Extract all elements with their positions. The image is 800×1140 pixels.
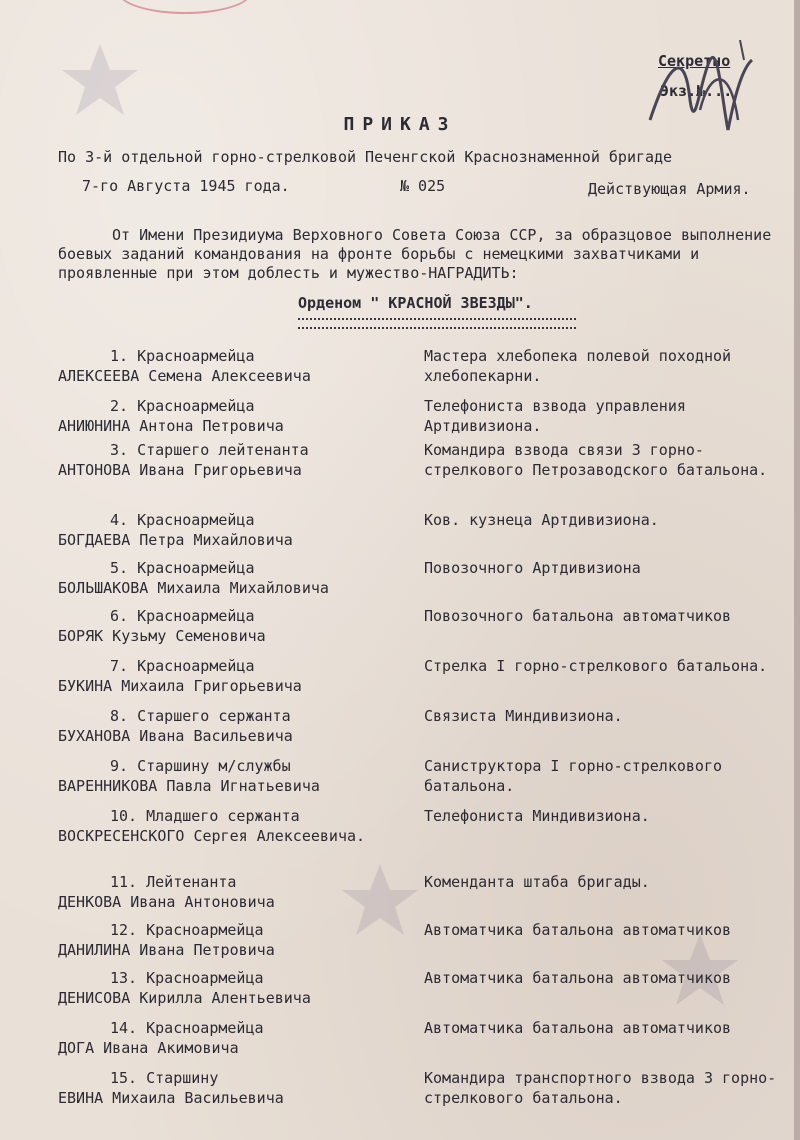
awardee-position: Телефониста взвода управления Артдивизиона. bbox=[424, 397, 686, 435]
awardee-identity bbox=[58, 872, 418, 912]
awardee-name: АЛЕКСЕЕВА Семена Алексеевича bbox=[58, 367, 311, 385]
awardee-identity bbox=[58, 806, 418, 846]
awardee-identity bbox=[58, 396, 418, 436]
awardee-position: Автоматчика батальона автоматчиков bbox=[424, 969, 732, 987]
awardee-identity bbox=[58, 510, 418, 550]
awardee-rank: 1. Красноармейца bbox=[110, 347, 255, 365]
awardee-rank: 4. Красноармейца bbox=[110, 511, 255, 529]
awardee-identity bbox=[58, 1018, 418, 1058]
awardee-rank: 12. Красноармейца bbox=[110, 921, 264, 939]
awardee-position: Командира взвода связи 3 горно-стрелкового Петрозаводского батальона. bbox=[424, 441, 768, 479]
awardee-name: БОЛЬШАКОВА Михаила Михайловича bbox=[58, 579, 329, 597]
army-line: Действующая Армия. bbox=[588, 180, 751, 198]
awardee-position: Связиста Миндивизиона. bbox=[424, 707, 623, 725]
awardee-rank: 14. Красноармейца bbox=[110, 1019, 264, 1037]
awardee-identity bbox=[58, 756, 418, 796]
awardee-name: АНИЮНИНА Антона Петровича bbox=[58, 417, 284, 435]
awardee-rank: 9. Старшину м/службы bbox=[110, 757, 291, 775]
awardee-position: Телефониста Миндивизиона. bbox=[424, 807, 650, 825]
awardee-identity bbox=[58, 346, 418, 386]
watermark-star-icon bbox=[60, 40, 140, 120]
awardee-position: Стрелка I горно-стрелкового батальона. bbox=[424, 657, 768, 675]
awardee-rank: 15. Старшину bbox=[110, 1069, 219, 1087]
order-award-title: Орденом " КРАСНОЙ ЗВЕЗДЫ". bbox=[298, 294, 533, 312]
awardee-position: Командира транспортного взвода 3 горно-стрелкового батальона. bbox=[424, 1069, 777, 1107]
awardee-name: БУХАНОВА Ивана Васильевича bbox=[58, 727, 293, 745]
awardee-name: БУКИНА Михаила Григорьевича bbox=[58, 677, 302, 695]
unit-line: По 3-й отдельной горно-стрелковой Печенгской Краснознаменной бригаде bbox=[58, 148, 673, 166]
awardee-position: Ков. кузнеца Артдивизиона. bbox=[424, 511, 659, 529]
awardee-name: ДОГА Ивана Акимовича bbox=[58, 1039, 239, 1057]
awardee-position: Автоматчика батальона автоматчиков bbox=[424, 1019, 732, 1037]
secrecy-mark: Секретно bbox=[658, 52, 731, 70]
awardee-name: ДЕНИСОВА Кирилла Алентьевича bbox=[58, 989, 311, 1007]
awardee-position: Мастера хлебопека полевой походной хлебопекарни. bbox=[424, 347, 732, 385]
awardee-identity bbox=[58, 968, 418, 1008]
awardee-position: Автоматчика батальона автоматчиков bbox=[424, 921, 732, 939]
awardee-name: БОРЯК Кузьму Семеновича bbox=[58, 627, 266, 645]
awardee-rank: 3. Старшего лейтенанта bbox=[110, 441, 309, 459]
awardee-rank: 2. Красноармейца bbox=[110, 397, 255, 415]
awardee-name: ДАНИЛИНА Ивана Петровича bbox=[58, 941, 275, 959]
awardee-identity bbox=[58, 606, 418, 646]
awardee-identity bbox=[58, 558, 418, 598]
awardee-rank: 10. Младшего сержанта bbox=[110, 807, 300, 825]
awardee-name: ДЕНКОВА Ивана Антоновича bbox=[58, 893, 275, 911]
awardee-identity bbox=[58, 1068, 418, 1108]
awardee-name: ВОСКРЕСЕНСКОГО Сергея Алексеевича. bbox=[58, 827, 366, 845]
awardee-name: АНТОНОВА Ивана Григорьевича bbox=[58, 461, 302, 479]
awardee-name: ЕВИНА Михаила Васильевича bbox=[58, 1089, 284, 1107]
awardee-name: ВАРЕННИКОВА Павла Игнатьевича bbox=[58, 777, 320, 795]
stamp-fragment bbox=[118, 0, 252, 14]
document-title: ПРИКАЗ bbox=[343, 114, 457, 135]
awardee-identity bbox=[58, 920, 418, 960]
copy-number: Экз.№... bbox=[660, 82, 733, 100]
awardee-position: Саниструктора I горно-стрелкового батальона. bbox=[424, 757, 723, 795]
awardee-name: БОГДАЕВА Петра Михайловича bbox=[58, 531, 293, 549]
awardee-rank: 8. Старшего сержанта bbox=[110, 707, 291, 725]
awardee-position: Коменданта штаба бригады. bbox=[424, 873, 650, 891]
awardee-rank: 6. Красноармейца bbox=[110, 607, 255, 625]
awardee-rank: 11. Лейтенанта bbox=[110, 873, 237, 891]
awardee-identity bbox=[58, 706, 418, 746]
awardee-identity bbox=[58, 656, 418, 696]
title-underline bbox=[298, 318, 576, 329]
awardee-position: Повозочного батальона автоматчиков bbox=[424, 607, 732, 625]
preamble-text: От Имени Президиума Верховного Совета Союза ССР, за образцовое выполнение боевых заданий командования на фронте борьбы с немецкими захватчиками и проявленные при этом доблесть и мужество-НАГРАДИТЬ: bbox=[58, 226, 772, 282]
awardee-identity bbox=[58, 440, 418, 480]
awardee-position: Повозочного Артдивизиона bbox=[424, 559, 641, 577]
awardee-rank: 7. Красноармейца bbox=[110, 657, 255, 675]
awardee-rank: 5. Красноармейца bbox=[110, 559, 255, 577]
awardee-rank: 13. Красноармейца bbox=[110, 969, 264, 987]
order-number: № 025 bbox=[400, 177, 446, 195]
order-date: 7-го Августа 1945 года. bbox=[82, 177, 290, 195]
